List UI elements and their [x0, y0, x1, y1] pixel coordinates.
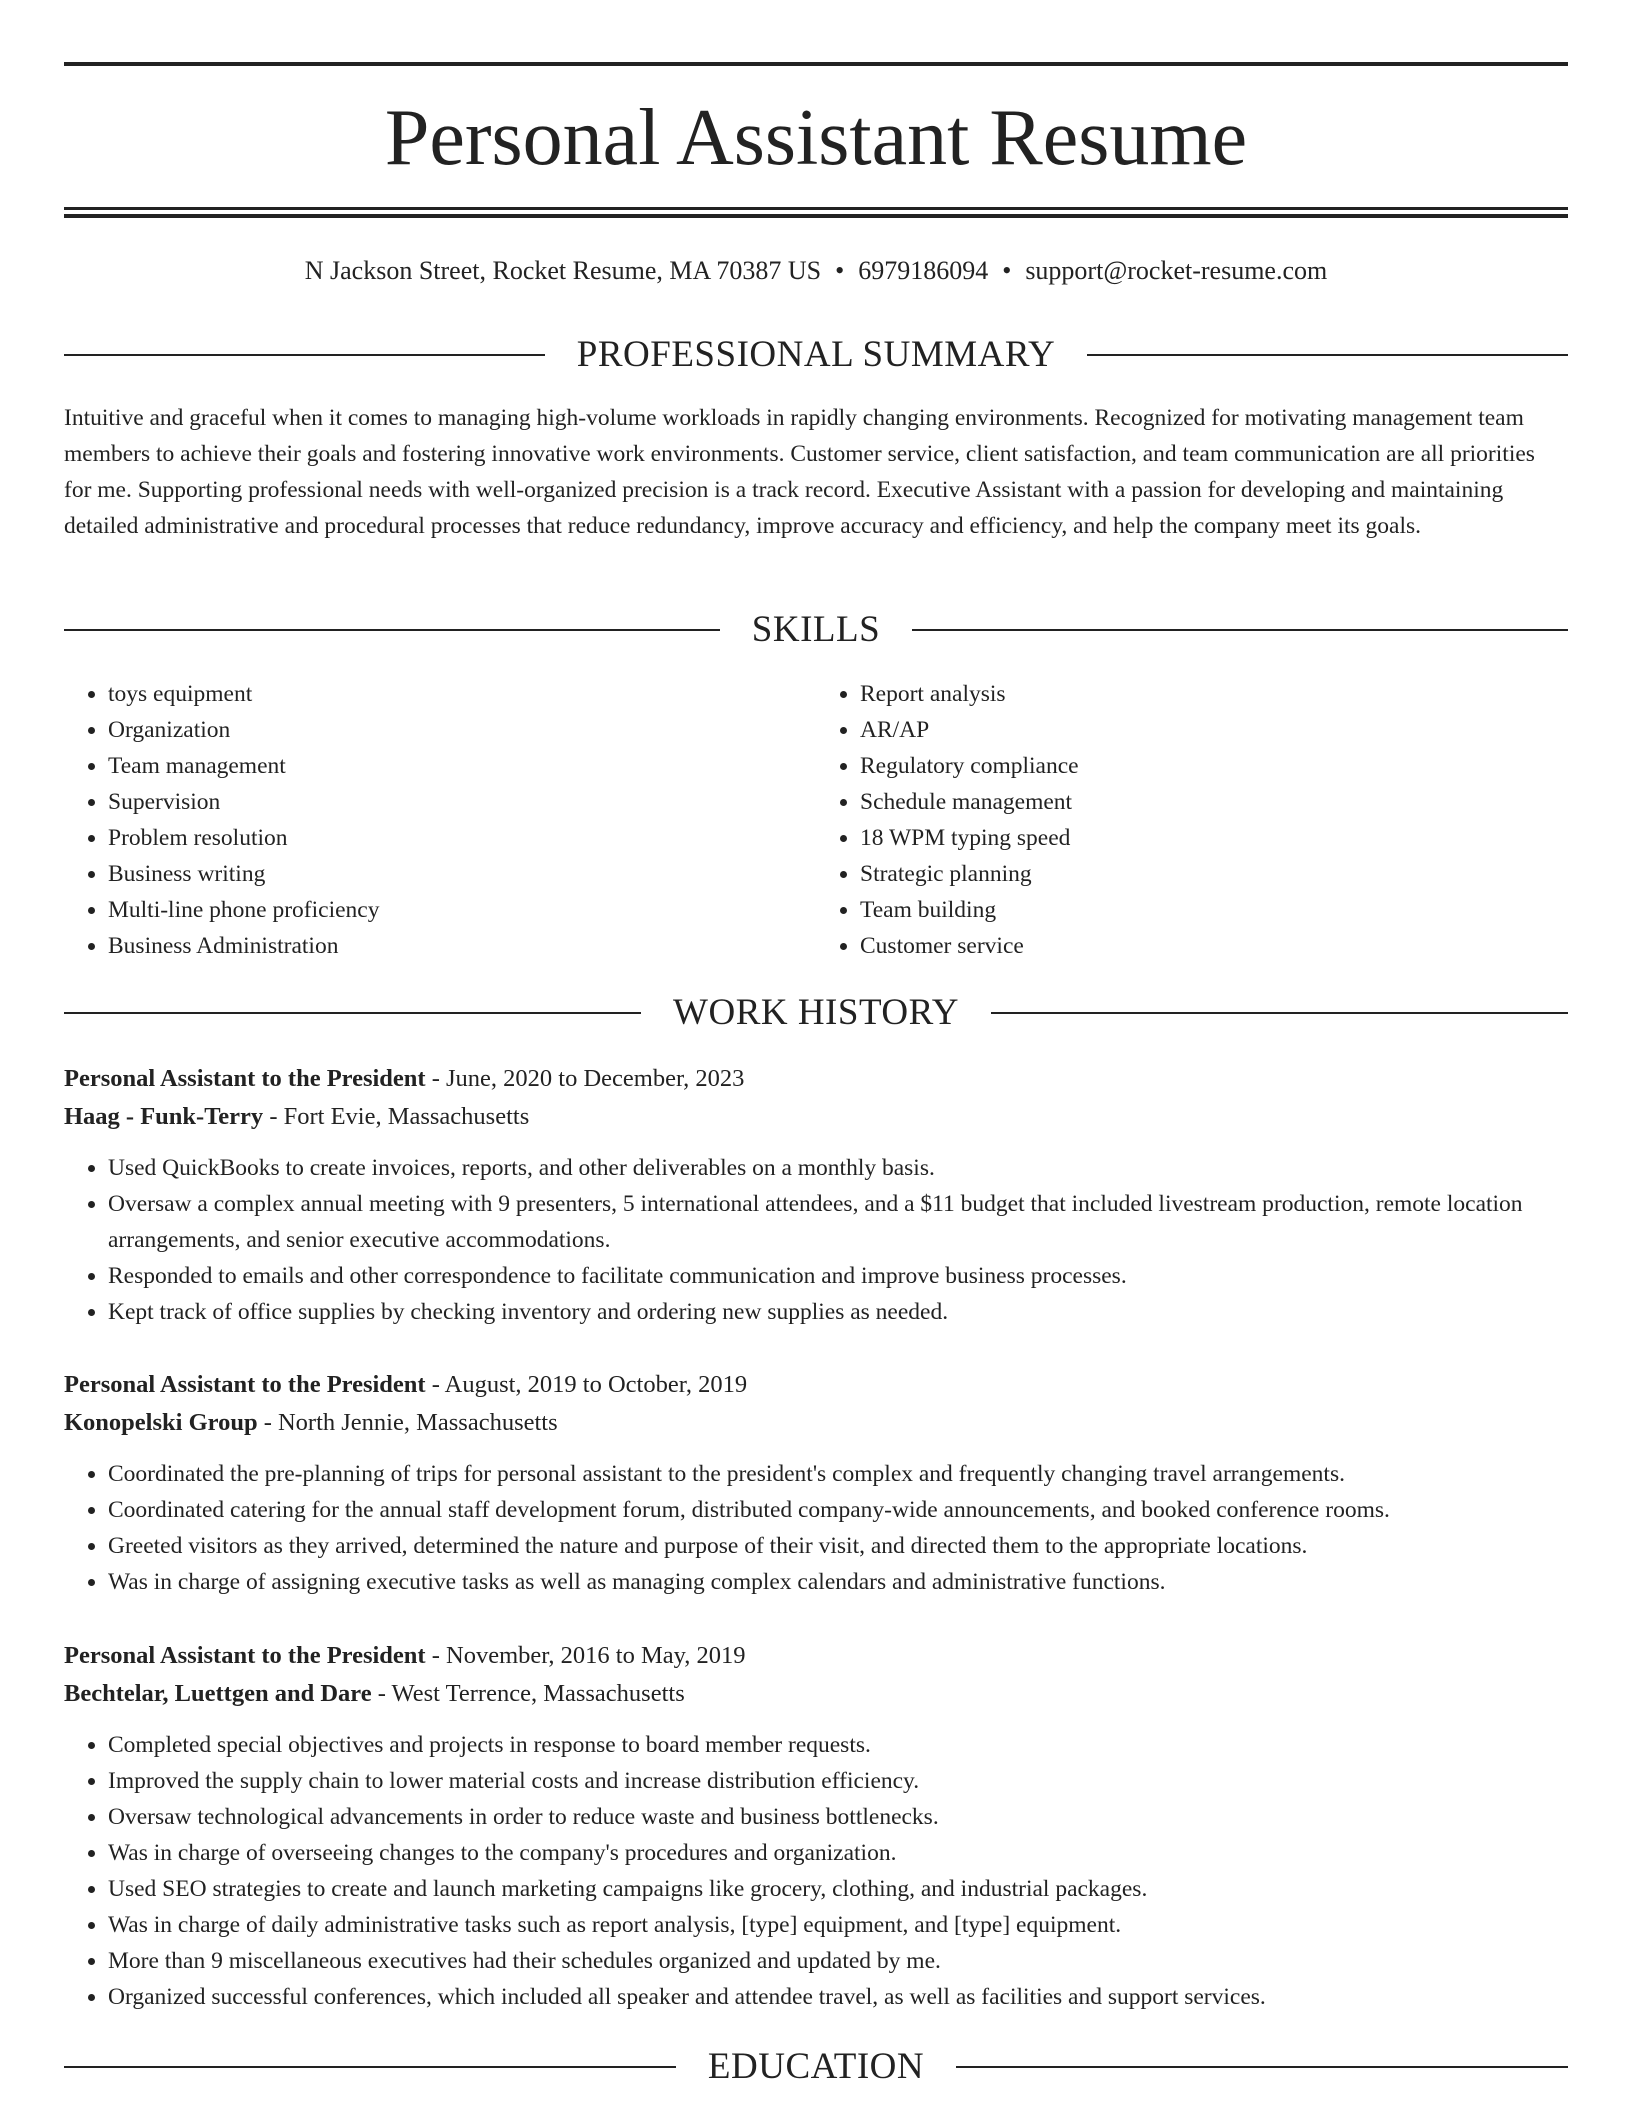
skill-item: • Customer service [860, 928, 1568, 964]
job-bullet: • Coordinated the pre-planning of trips for personal assistant to the president's complex and frequently changing travel arrangements. [108, 1456, 1568, 1492]
title-double-rule [64, 207, 1568, 218]
section-heading-skills [64, 608, 1568, 652]
skill-item: • Organization [108, 712, 816, 748]
contact-separator: • [835, 256, 845, 285]
skill-item: • Team building [860, 892, 1568, 928]
job-bullets [64, 1456, 1568, 1600]
job-bullet: • Responded to emails and other correspondence to facilitate communication and improve business processes. [108, 1258, 1568, 1294]
heading-rule-right [1087, 354, 1568, 356]
job-bullets [64, 1150, 1568, 1330]
job-bullet: • Used SEO strategies to create and launch marketing campaigns like grocery, clothing, and industrial packages. [108, 1871, 1568, 1907]
skill-item: • Strategic planning [860, 856, 1568, 892]
job-entry-3 [64, 1637, 1568, 2015]
skill-item: • Problem resolution [108, 820, 816, 856]
skill-item: • Multi-line phone proficiency [108, 892, 816, 928]
job-company: Konopelski Group [64, 1409, 258, 1436]
job-company-line [64, 1404, 1568, 1442]
job-dates: - August, 2019 to October, 2019 [425, 1371, 748, 1398]
skill-item: • AR/AP [860, 712, 1568, 748]
heading-rule-left [64, 629, 720, 631]
heading-rule-left [64, 354, 545, 356]
job-bullet: • Completed special objectives and projects in response to board member requests. [108, 1727, 1568, 1763]
top-rule [64, 62, 1568, 66]
job-bullet: • Organized successful conferences, which included all speaker and attendee travel, as well as facilities and support services. [108, 1979, 1568, 2015]
section-title: WORK HISTORY [673, 992, 959, 1033]
skill-item: • Regulatory compliance [860, 748, 1568, 784]
job-title: Personal Assistant to the President [64, 1065, 426, 1092]
heading-rule-right [956, 2066, 1568, 2068]
skills-list-left [64, 676, 816, 964]
job-company-line [64, 1098, 1568, 1136]
job-title: Personal Assistant to the President [64, 1642, 426, 1669]
job-title: Personal Assistant to the President [64, 1371, 426, 1398]
job-location: - West Terrence, Massachusetts [371, 1680, 685, 1707]
job-entry-1 [64, 1060, 1568, 1330]
job-bullet: • Greeted visitors as they arrived, determined the nature and purpose of their visit, and directed them to the appropriate locations. [108, 1528, 1568, 1564]
section-heading-education [64, 2045, 1568, 2089]
job-company: Bechtelar, Luettgen and Dare [64, 1680, 372, 1707]
job-bullet: • Used QuickBooks to create invoices, reports, and other deliverables on a monthly basis. [108, 1150, 1568, 1186]
job-title-line [64, 1637, 1568, 1675]
page-title: Personal Assistant Resume [384, 94, 1248, 182]
skills-list-right [816, 676, 1568, 964]
job-bullet: • More than 9 miscellaneous executives had their schedules organized and updated by me. [108, 1943, 1568, 1979]
contact-email: support@rocket-resume.com [1025, 256, 1328, 285]
job-bullet: • Was in charge of daily administrative tasks such as report analysis, [type] equipment, and [type] equipment. [108, 1907, 1568, 1943]
skill-item: • 18 WPM typing speed [860, 820, 1568, 856]
job-bullet: • Improved the supply chain to lower material costs and increase distribution efficiency. [108, 1763, 1568, 1799]
heading-rule-left [64, 1012, 641, 1014]
job-dates: - November, 2016 to May, 2019 [425, 1642, 746, 1669]
skill-item: • toys equipment [108, 676, 816, 712]
job-dates: - June, 2020 to December, 2023 [425, 1065, 745, 1092]
contact-separator: • [1002, 256, 1012, 285]
skills-columns [64, 676, 1568, 964]
skill-item: • Schedule management [860, 784, 1568, 820]
professional-summary-text: Intuitive and graceful when it comes to managing high-volume workloads in rapidly changing environments. Recognized for motivating management team members to achieve their goals and fostering innovative work environments. Customer service, client satisfaction, and team communication are all priorities for me. Supporting professional needs with well-organized precision is a track record. Executive Assistant with a passion for developing and maintaining detailed administrative and procedural processes that reduce redundancy, improve accuracy and efficiency, and help the company meet its goals. [64, 405, 1535, 539]
section-title: EDUCATION [707, 2046, 925, 2087]
job-bullet: • Coordinated catering for the annual staff development forum, distributed company-wide announcements, and booked conference rooms. [108, 1492, 1568, 1528]
skill-item: • Report analysis [860, 676, 1568, 712]
job-title-line [64, 1366, 1568, 1404]
heading-rule-left [64, 2066, 676, 2068]
job-bullet: • Oversaw a complex annual meeting with 9 presenters, 5 international attendees, and a $11 budget that included livestream production, remote location arrangements, and senior executive accommodations. [108, 1186, 1568, 1258]
contact-address: N Jackson Street, Rocket Resume, MA 70387 US [304, 256, 822, 285]
contact-line [64, 254, 1568, 288]
heading-rule-right [912, 629, 1568, 631]
section-heading-summary [64, 333, 1568, 377]
job-location: - North Jennie, Massachusetts [257, 1409, 558, 1436]
job-bullet: • Oversaw technological advancements in order to reduce waste and business bottlenecks. [108, 1799, 1568, 1835]
skill-item: • Team management [108, 748, 816, 784]
heading-rule-right [991, 1012, 1568, 1014]
job-company-line [64, 1675, 1568, 1713]
job-location: - Fort Evie, Massachusetts [263, 1103, 530, 1130]
section-title: SKILLS [751, 609, 881, 650]
contact-phone: 6979186094 [858, 256, 989, 285]
job-entry-2 [64, 1366, 1568, 1600]
job-bullet: • Was in charge of overseeing changes to the company's procedures and organization. [108, 1835, 1568, 1871]
skill-item: • Supervision [108, 784, 816, 820]
job-bullets [64, 1727, 1568, 2015]
skill-item: • Business writing [108, 856, 816, 892]
section-title: PROFESSIONAL SUMMARY [576, 334, 1056, 375]
job-bullet: • Kept track of office supplies by checking inventory and ordering new supplies as needed. [108, 1294, 1568, 1330]
job-bullet: • Was in charge of assigning executive tasks as well as managing complex calendars and administrative functions. [108, 1564, 1568, 1600]
job-company: Haag - Funk-Terry [64, 1103, 264, 1130]
section-heading-work-history [64, 991, 1568, 1035]
job-title-line [64, 1060, 1568, 1098]
skill-item: • Business Administration [108, 928, 816, 964]
